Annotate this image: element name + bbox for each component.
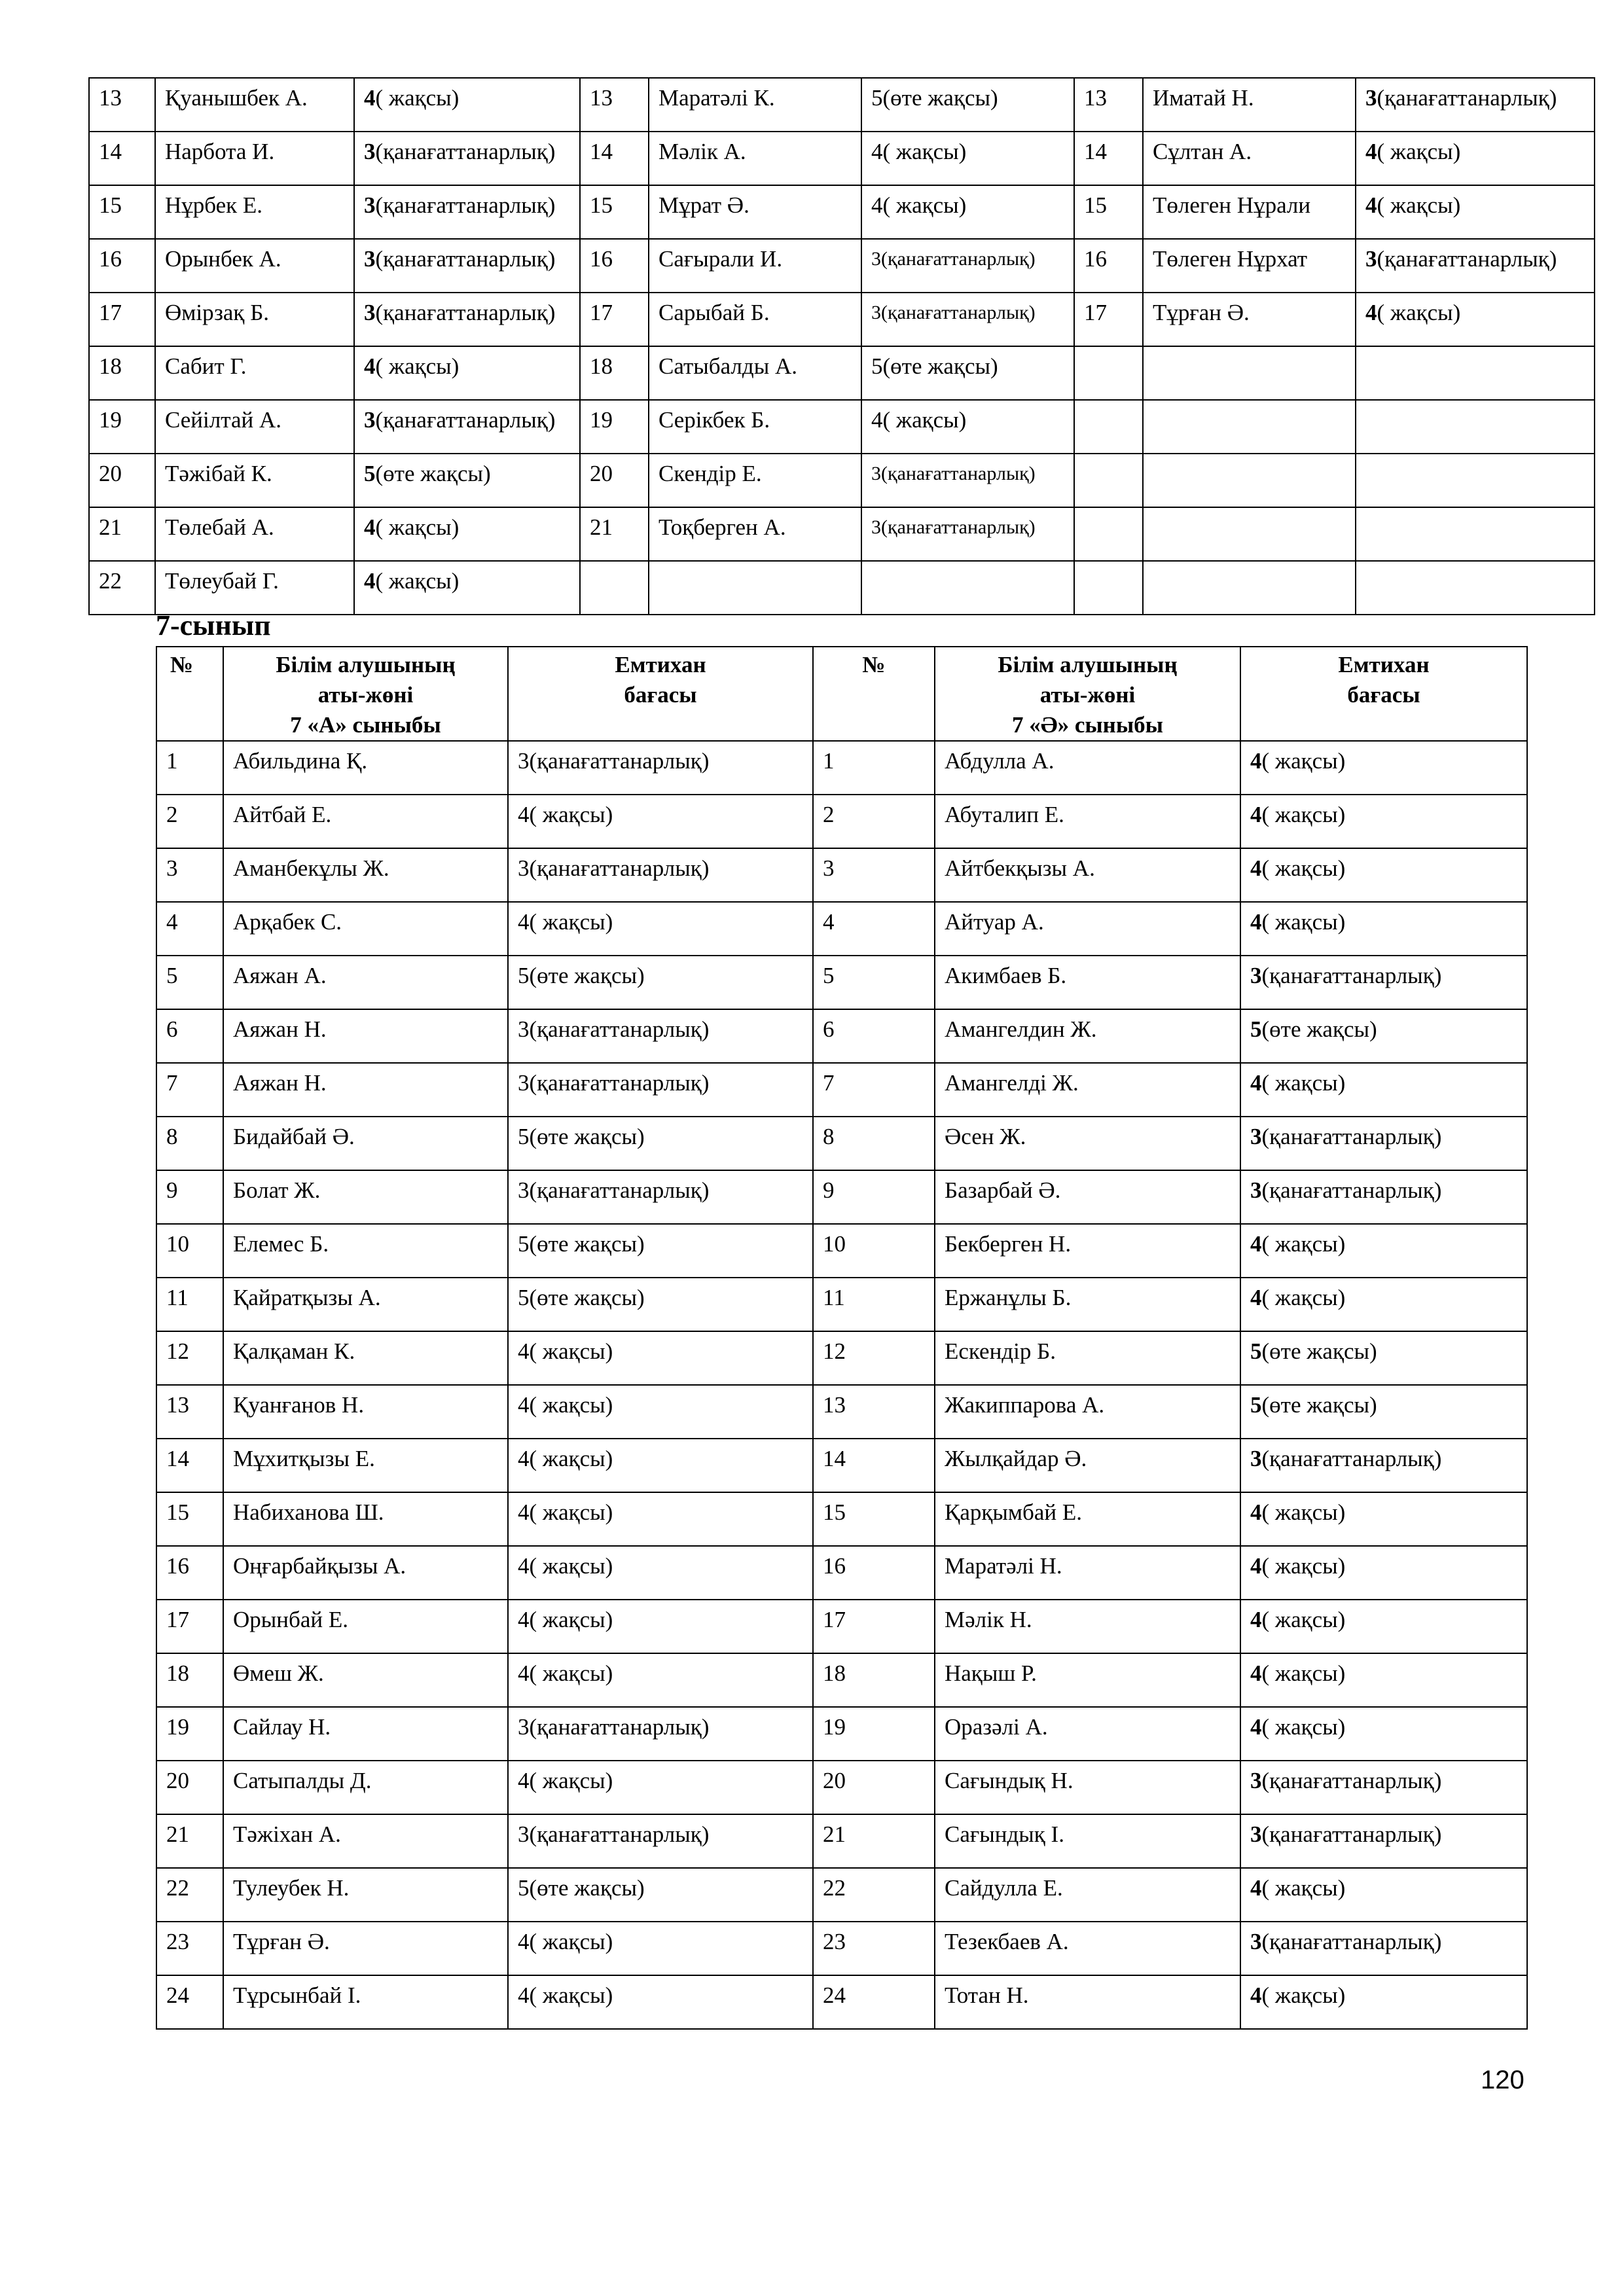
row-number: [1074, 561, 1143, 615]
student-name-a: Айтбай Е.: [223, 795, 508, 848]
student-name-a: Тұрған Ә.: [223, 1922, 508, 1975]
row-number-b: 12: [813, 1331, 935, 1385]
header-number-b: №: [813, 647, 935, 741]
exam-grade: 4( жақсы): [354, 78, 580, 132]
exam-grade-b: 5(өте жақсы): [1240, 1385, 1527, 1439]
student-name: Мұрат Ә.: [649, 185, 861, 239]
row-number-b: 3: [813, 848, 935, 902]
student-name: [1143, 507, 1356, 561]
student-name: [649, 561, 861, 615]
student-name-a: Абильдина Қ.: [223, 741, 508, 795]
exam-grade-b: 3(қанағаттанарлық): [1240, 1922, 1527, 1975]
student-name: Төлеген Нұрхат: [1143, 239, 1356, 293]
exam-grade-a: 4( жақсы): [508, 1439, 813, 1492]
student-name-a: Елемес Б.: [223, 1224, 508, 1278]
student-name-a: Аяжан А.: [223, 956, 508, 1009]
student-name-a: Қайратқызы А.: [223, 1278, 508, 1331]
exam-grade-a: 3(қанағаттанарлық): [508, 1063, 813, 1117]
exam-grade: 3(қанағаттанарлық): [861, 293, 1074, 346]
row-number: 21: [89, 507, 155, 561]
table-row: [156, 1868, 1527, 1922]
table-row: [156, 1117, 1527, 1170]
row-number: 17: [89, 293, 155, 346]
table-row: [156, 1975, 1527, 2029]
row-number-b: 16: [813, 1546, 935, 1600]
student-name-b: Маратәлі Н.: [935, 1546, 1240, 1600]
exam-grade-a: 3(қанағаттанарлық): [508, 1009, 813, 1063]
student-name: Нарбота И.: [155, 132, 354, 185]
row-number-a: 23: [156, 1922, 223, 1975]
row-number-b: 15: [813, 1492, 935, 1546]
student-name: Сағырали И.: [649, 239, 861, 293]
table-row: [156, 1922, 1527, 1975]
row-number-a: 12: [156, 1331, 223, 1385]
exam-grade-b: 4( жақсы): [1240, 848, 1527, 902]
table-row: [89, 346, 1595, 400]
exam-grade: 3(қанағаттанарлық): [1356, 239, 1595, 293]
exam-grade-a: 4( жақсы): [508, 1761, 813, 1814]
table-row: [156, 1224, 1527, 1278]
student-name: Тәжібай К.: [155, 454, 354, 507]
student-name: Сатыбалды А.: [649, 346, 861, 400]
row-number: 16: [1074, 239, 1143, 293]
exam-grade-a: 3(қанағаттанарлық): [508, 1170, 813, 1224]
exam-grade: 3(қанағаттанарлық): [1356, 78, 1595, 132]
row-number-a: 24: [156, 1975, 223, 2029]
row-number: 20: [89, 454, 155, 507]
exam-grade-a: 5(өте жақсы): [508, 956, 813, 1009]
exam-grade: 3(қанағаттанарлық): [354, 293, 580, 346]
exam-grade: [1356, 454, 1595, 507]
student-name: Нұрбек Е.: [155, 185, 354, 239]
student-name-a: Аманбекұлы Ж.: [223, 848, 508, 902]
row-number-b: 9: [813, 1170, 935, 1224]
exam-grade: 3(қанағаттанарлық): [354, 400, 580, 454]
student-name: Скендір Е.: [649, 454, 861, 507]
student-name-a: Набиханова Ш.: [223, 1492, 508, 1546]
exam-grade-b: 4( жақсы): [1240, 795, 1527, 848]
table-row: [156, 795, 1527, 848]
row-number: 17: [580, 293, 649, 346]
student-name-b: Әсен Ж.: [935, 1117, 1240, 1170]
student-name-b: Амангелдин Ж.: [935, 1009, 1240, 1063]
student-name-b: Оразәлі А.: [935, 1707, 1240, 1761]
exam-grade: 5(өте жақсы): [861, 78, 1074, 132]
row-number-b: 10: [813, 1224, 935, 1278]
student-name-a: Қалқаман К.: [223, 1331, 508, 1385]
exam-grade-b: 3(қанағаттанарлық): [1240, 1761, 1527, 1814]
student-name-b: Жылқайдар Ә.: [935, 1439, 1240, 1492]
exam-grade: 4( жақсы): [861, 185, 1074, 239]
row-number: 14: [580, 132, 649, 185]
row-number: 18: [89, 346, 155, 400]
student-name-b: Ескендір Б.: [935, 1331, 1240, 1385]
exam-grade: 4( жақсы): [354, 561, 580, 615]
exam-grade: 3(қанағаттанарлық): [354, 132, 580, 185]
exam-grade-a: 4( жақсы): [508, 902, 813, 956]
exam-grade-b: 4( жақсы): [1240, 1600, 1527, 1653]
row-number: 17: [1074, 293, 1143, 346]
row-number: 19: [89, 400, 155, 454]
exam-grade-b: 3(қанағаттанарлық): [1240, 1814, 1527, 1868]
table-row: [156, 848, 1527, 902]
row-number-b: 19: [813, 1707, 935, 1761]
row-number-b: 6: [813, 1009, 935, 1063]
row-number-b: 21: [813, 1814, 935, 1868]
row-number: 15: [580, 185, 649, 239]
table-row: [89, 507, 1595, 561]
row-number-a: 5: [156, 956, 223, 1009]
row-number-b: 23: [813, 1922, 935, 1975]
row-number-a: 17: [156, 1600, 223, 1653]
student-name-a: Сайлау Н.: [223, 1707, 508, 1761]
row-number: 16: [580, 239, 649, 293]
exam-grade-b: 4( жақсы): [1240, 1224, 1527, 1278]
student-name: Маратәлі К.: [649, 78, 861, 132]
student-name-a: Тулеубек Н.: [223, 1868, 508, 1922]
row-number-b: 2: [813, 795, 935, 848]
row-number-a: 1: [156, 741, 223, 795]
student-name-a: Бидайбай Ә.: [223, 1117, 508, 1170]
row-number-b: 8: [813, 1117, 935, 1170]
exam-grade-b: 3(қанағаттанарлық): [1240, 1439, 1527, 1492]
exam-grade: 3(қанағаттанарлық): [861, 239, 1074, 293]
student-name: Төлеубай Г.: [155, 561, 354, 615]
row-number: 15: [89, 185, 155, 239]
student-name-b: Қарқымбай Е.: [935, 1492, 1240, 1546]
student-name-b: Акимбаев Б.: [935, 956, 1240, 1009]
exam-grade-a: 5(өте жақсы): [508, 1868, 813, 1922]
row-number: 14: [1074, 132, 1143, 185]
student-name: Орынбек А.: [155, 239, 354, 293]
row-number-b: 13: [813, 1385, 935, 1439]
student-name: Сейілтай А.: [155, 400, 354, 454]
student-name-b: Бекберген Н.: [935, 1224, 1240, 1278]
exam-grade: 5(өте жақсы): [861, 346, 1074, 400]
student-name-a: Арқабек С.: [223, 902, 508, 956]
student-name: [1143, 400, 1356, 454]
exam-grade-a: 4( жақсы): [508, 1546, 813, 1600]
row-number: 18: [580, 346, 649, 400]
exam-grade-a: 3(қанағаттанарлық): [508, 741, 813, 795]
table-row: [156, 1063, 1527, 1117]
row-number: [1074, 507, 1143, 561]
student-name: Тоқберген А.: [649, 507, 861, 561]
row-number: 22: [89, 561, 155, 615]
row-number: [1074, 454, 1143, 507]
student-name-a: Болат Ж.: [223, 1170, 508, 1224]
exam-grade: 4( жақсы): [861, 400, 1074, 454]
student-name-b: Абдулла А.: [935, 741, 1240, 795]
table-row: [156, 1331, 1527, 1385]
row-number-b: 17: [813, 1600, 935, 1653]
student-name-a: Тұрсынбай І.: [223, 1975, 508, 2029]
student-name: Серікбек Б.: [649, 400, 861, 454]
grade-table-7: [156, 646, 1528, 2030]
student-name: Мәлік А.: [649, 132, 861, 185]
student-name: Қуанышбек А.: [155, 78, 354, 132]
table-row: [156, 1170, 1527, 1224]
row-number-b: 14: [813, 1439, 935, 1492]
exam-grade-a: 4( жақсы): [508, 1975, 813, 2029]
table-row: [89, 561, 1595, 615]
student-name-b: Базарбай Ә.: [935, 1170, 1240, 1224]
row-number-a: 21: [156, 1814, 223, 1868]
row-number-a: 13: [156, 1385, 223, 1439]
row-number-a: 6: [156, 1009, 223, 1063]
exam-grade-a: 5(өте жақсы): [508, 1278, 813, 1331]
table-row: [156, 1278, 1527, 1331]
row-number-b: 22: [813, 1868, 935, 1922]
header-student-name-b: Білім алушының аты-жөні 7 «Ә» сыныбы: [935, 647, 1240, 741]
exam-grade-b: 4( жақсы): [1240, 902, 1527, 956]
student-name-a: Мұхитқызы Е.: [223, 1439, 508, 1492]
row-number-a: 16: [156, 1546, 223, 1600]
exam-grade-b: 4( жақсы): [1240, 1653, 1527, 1707]
student-name-a: Оңғарбайқызы А.: [223, 1546, 508, 1600]
section-title: 7-сынып: [156, 609, 271, 641]
exam-grade: [861, 561, 1074, 615]
grade-table-continued: [88, 77, 1595, 615]
student-name: Төлеген Нұрали: [1143, 185, 1356, 239]
table-row: [156, 1761, 1527, 1814]
row-number: [1074, 346, 1143, 400]
page-number: 120: [1481, 2066, 1525, 2094]
exam-grade-a: 4( жақсы): [508, 1385, 813, 1439]
table-row: [156, 1707, 1527, 1761]
table-row: [156, 741, 1527, 795]
exam-grade-a: 3(қанағаттанарлық): [508, 1814, 813, 1868]
header-exam-grade-a: Емтихан бағасы: [508, 647, 813, 741]
exam-grade-b: 5(өте жақсы): [1240, 1331, 1527, 1385]
header-exam-grade-b: Емтихан бағасы: [1240, 647, 1527, 741]
row-number-a: 20: [156, 1761, 223, 1814]
student-name-b: Нақыш Р.: [935, 1653, 1240, 1707]
row-number-a: 4: [156, 902, 223, 956]
student-name-b: Амангелді Ж.: [935, 1063, 1240, 1117]
table-row: [156, 1546, 1527, 1600]
table-row: [89, 239, 1595, 293]
row-number-a: 11: [156, 1278, 223, 1331]
student-name-b: Сағындық І.: [935, 1814, 1240, 1868]
student-name-a: Қуанғанов Н.: [223, 1385, 508, 1439]
exam-grade-b: 4( жақсы): [1240, 1546, 1527, 1600]
exam-grade: 4( жақсы): [354, 346, 580, 400]
exam-grade-b: 4( жақсы): [1240, 1707, 1527, 1761]
exam-grade-a: 4( жақсы): [508, 1653, 813, 1707]
row-number-b: 20: [813, 1761, 935, 1814]
student-name: Тұрған Ә.: [1143, 293, 1356, 346]
exam-grade-b: 3(қанағаттанарлық): [1240, 1170, 1527, 1224]
row-number-a: 3: [156, 848, 223, 902]
row-number-a: 8: [156, 1117, 223, 1170]
row-number-a: 15: [156, 1492, 223, 1546]
exam-grade-b: 4( жақсы): [1240, 741, 1527, 795]
exam-grade: [1356, 507, 1595, 561]
exam-grade: 4( жақсы): [861, 132, 1074, 185]
row-number: 16: [89, 239, 155, 293]
table-row: [156, 1439, 1527, 1492]
row-number: 13: [580, 78, 649, 132]
row-number: 19: [580, 400, 649, 454]
exam-grade-b: 4( жақсы): [1240, 1492, 1527, 1546]
exam-grade-a: 3(қанағаттанарлық): [508, 848, 813, 902]
row-number: 20: [580, 454, 649, 507]
student-name: Өмірзақ Б.: [155, 293, 354, 346]
row-number-a: 18: [156, 1653, 223, 1707]
table-row: [156, 956, 1527, 1009]
student-name-a: Сатыпалды Д.: [223, 1761, 508, 1814]
exam-grade-b: 5(өте жақсы): [1240, 1009, 1527, 1063]
exam-grade-b: 4( жақсы): [1240, 1278, 1527, 1331]
table-row: [89, 454, 1595, 507]
student-name-a: Тәжіхан А.: [223, 1814, 508, 1868]
exam-grade: 4( жақсы): [1356, 132, 1595, 185]
exam-grade-b: 4( жақсы): [1240, 1975, 1527, 2029]
student-name: [1143, 561, 1356, 615]
student-name-a: Өмеш Ж.: [223, 1653, 508, 1707]
exam-grade-b: 4( жақсы): [1240, 1868, 1527, 1922]
row-number-b: 5: [813, 956, 935, 1009]
student-name-a: Аяжан Н.: [223, 1009, 508, 1063]
row-number-b: 11: [813, 1278, 935, 1331]
student-name-b: Ержанұлы Б.: [935, 1278, 1240, 1331]
student-name-b: Жакиппарова А.: [935, 1385, 1240, 1439]
student-name-a: Орынбай Е.: [223, 1600, 508, 1653]
exam-grade-a: 5(өте жақсы): [508, 1224, 813, 1278]
student-name-b: Айтуар А.: [935, 902, 1240, 956]
student-name-a: Аяжан Н.: [223, 1063, 508, 1117]
row-number-a: 22: [156, 1868, 223, 1922]
table-row: [156, 1600, 1527, 1653]
exam-grade-a: 5(өте жақсы): [508, 1117, 813, 1170]
student-name-b: Мәлік Н.: [935, 1600, 1240, 1653]
exam-grade-b: 3(қанағаттанарлық): [1240, 1117, 1527, 1170]
exam-grade: 3(қанағаттанарлық): [354, 185, 580, 239]
exam-grade: 5(өте жақсы): [354, 454, 580, 507]
exam-grade: 3(қанағаттанарлық): [354, 239, 580, 293]
header-number-a: №: [156, 647, 223, 741]
student-name: Сұлтан А.: [1143, 132, 1356, 185]
exam-grade: 4( жақсы): [1356, 185, 1595, 239]
exam-grade-a: 4( жақсы): [508, 1331, 813, 1385]
student-name-b: Сайдулла Е.: [935, 1868, 1240, 1922]
row-number: [580, 561, 649, 615]
row-number-b: 4: [813, 902, 935, 956]
table-row: [156, 902, 1527, 956]
row-number-b: 1: [813, 741, 935, 795]
table-row: [156, 1009, 1527, 1063]
exam-grade-b: 3(қанағаттанарлық): [1240, 956, 1527, 1009]
exam-grade-a: 4( жақсы): [508, 795, 813, 848]
student-name: Сабит Г.: [155, 346, 354, 400]
student-name: Иматай Н.: [1143, 78, 1356, 132]
exam-grade-a: 3(қанағаттанарлық): [508, 1707, 813, 1761]
header-student-name-a: Білім алушының аты-жөні 7 «А» сыныбы: [223, 647, 508, 741]
row-number-a: 19: [156, 1707, 223, 1761]
exam-grade-a: 4( жақсы): [508, 1922, 813, 1975]
table-header-row: [156, 647, 1527, 741]
row-number-b: 24: [813, 1975, 935, 2029]
table-row: [89, 132, 1595, 185]
exam-grade: 3(қанағаттанарлық): [861, 454, 1074, 507]
table-row: [156, 1653, 1527, 1707]
table-row: [156, 1492, 1527, 1546]
exam-grade-a: 4( жақсы): [508, 1492, 813, 1546]
exam-grade: 4( жақсы): [1356, 293, 1595, 346]
row-number-a: 14: [156, 1439, 223, 1492]
student-name-b: Сағындық Н.: [935, 1761, 1240, 1814]
student-name-b: Айтбекқызы А.: [935, 848, 1240, 902]
exam-grade: 4( жақсы): [354, 507, 580, 561]
student-name: [1143, 346, 1356, 400]
row-number-a: 10: [156, 1224, 223, 1278]
exam-grade: [1356, 400, 1595, 454]
row-number-b: 7: [813, 1063, 935, 1117]
table-row: [89, 400, 1595, 454]
student-name-b: Тотан Н.: [935, 1975, 1240, 2029]
row-number-b: 18: [813, 1653, 935, 1707]
student-name: Төлебай А.: [155, 507, 354, 561]
student-name-b: Абуталип Е.: [935, 795, 1240, 848]
row-number-a: 7: [156, 1063, 223, 1117]
student-name: Сарыбай Б.: [649, 293, 861, 346]
student-name-b: Тезекбаев А.: [935, 1922, 1240, 1975]
row-number-a: 9: [156, 1170, 223, 1224]
table-row: [156, 1385, 1527, 1439]
row-number: 14: [89, 132, 155, 185]
row-number-a: 2: [156, 795, 223, 848]
exam-grade-a: 4( жақсы): [508, 1600, 813, 1653]
row-number: 13: [89, 78, 155, 132]
exam-grade: 3(қанағаттанарлық): [861, 507, 1074, 561]
table-row: [156, 1814, 1527, 1868]
row-number: [1074, 400, 1143, 454]
student-name: [1143, 454, 1356, 507]
table-row: [89, 185, 1595, 239]
table-row: [89, 293, 1595, 346]
exam-grade: [1356, 346, 1595, 400]
table-row: [89, 78, 1595, 132]
exam-grade-b: 4( жақсы): [1240, 1063, 1527, 1117]
exam-grade: [1356, 561, 1595, 615]
row-number: 21: [580, 507, 649, 561]
row-number: 13: [1074, 78, 1143, 132]
row-number: 15: [1074, 185, 1143, 239]
